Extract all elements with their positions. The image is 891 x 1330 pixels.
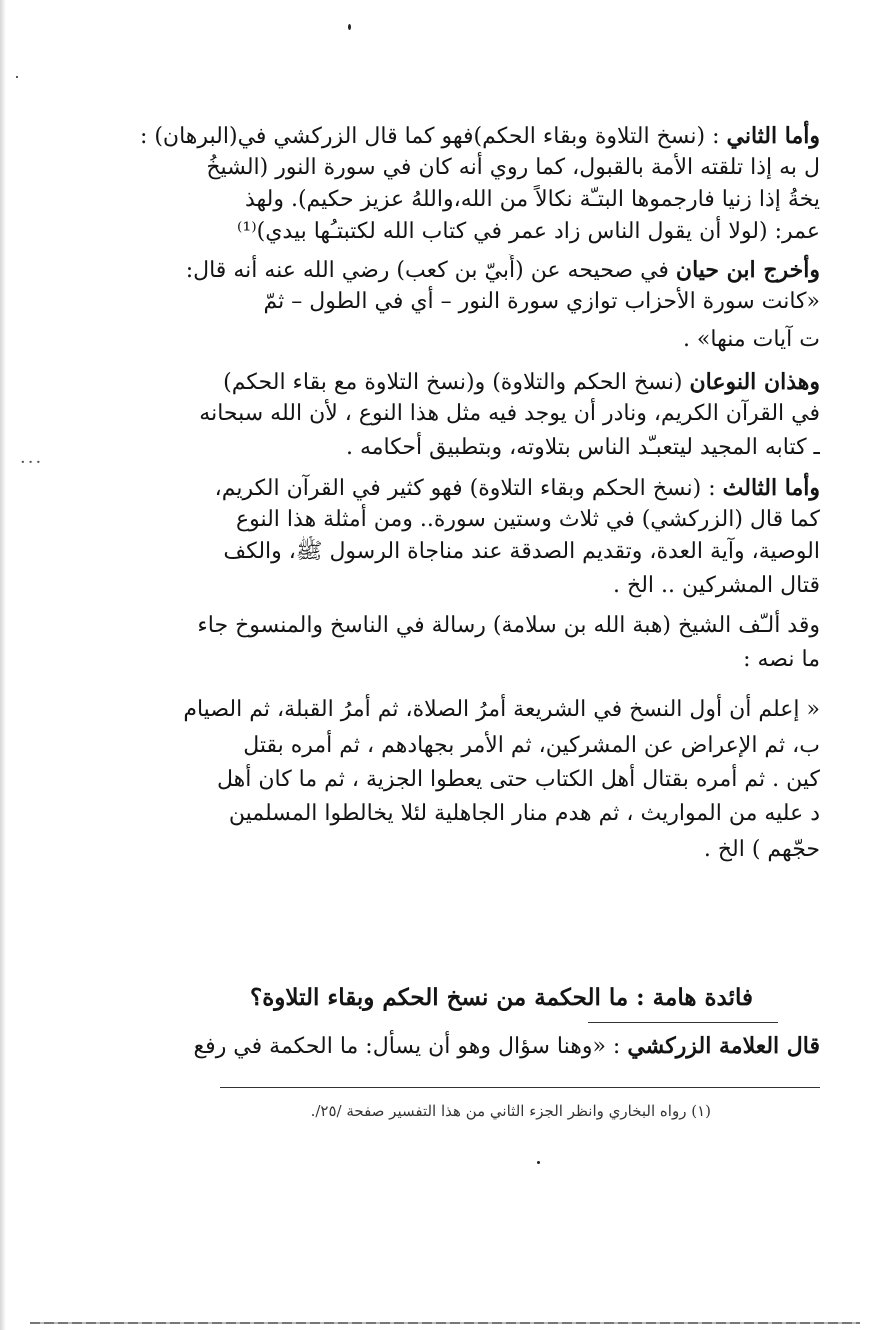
text-line-content: ت آيات منها» . [682,327,820,352]
footnote: (١) رواه البخاري وانظر الجزء الثاني من هذا التفسير صفحة /٢٥/. [310,1102,711,1120]
closing-line-lead: قال العلامة الزركشي [627,1033,820,1059]
text-line [60,324,820,358]
text-line-content: حجّهم ) الخ . [703,837,820,862]
text-line-content: قتال المشركين .. الخ . [613,573,820,598]
text-line-content: د عليه من المواريث ، ثم هدم منار الجاهلية لئلا يخالطوا المسلمين [228,801,820,826]
margin-dots: ··· [20,452,44,473]
text-line-content: : (نسخ الحكم وبقاء التلاوة) فهو كثير في القرآن الكريم، [214,476,716,501]
text-line [60,254,820,288]
section-heading: فائدة هامة : ما الحكمة من نسخ الحكم وبقاء التلاوة؟ [249,984,753,1011]
text-line-content: عمر: (لولا أن يقول الناس زاد عمر في كتاب الله لكتبتـُها بيدي)⁽¹⁾ [236,219,820,244]
text-line-content: في القرآن الكريم، ونادر أن يوجد فيه مثل هذا النوع ، لأن الله سبحانه [199,401,820,426]
text-line [60,432,820,466]
text-line [60,798,820,832]
text-line [60,570,820,604]
scan-speck [348,24,351,30]
text-line [60,286,820,320]
text-line [60,184,820,218]
text-line-content: ما نصه : [743,647,820,672]
text-line-content: ل به إذا تلقته الأمة بالقبول، كما روي أنه كان في سورة النور (الشيخُ [206,155,820,180]
text-line-lead: وهذان النوعان [689,369,820,395]
text-line-content: كما قال (الزركشي) في ثلاث وستين سورة.. ومن أمثلة هذا النوع [235,507,820,532]
text-line [60,504,820,538]
scan-speck [537,1161,540,1164]
scan-speck [16,76,18,78]
text-line [60,764,820,798]
text-line-content: «كانت سورة الأحزاب توازي سورة النور – أي في الطول – ثمّ [263,289,820,314]
text-line-content: كين . ثم أمره بقتال أهل الكتاب حتى يعطوا الجزية ، ثم ما كان أهل [216,767,820,792]
text-line [60,152,820,186]
text-line-content: (نسخ الحكم والتلاوة) و(نسخ التلاوة مع بقاء الحكم) [223,370,683,395]
text-line [60,472,820,506]
text-line [60,120,820,154]
text-line-content: في صحيحه عن (أُبيّ بن كعب) رضي الله عنه أنه قال: [185,258,669,283]
text-line [60,694,820,728]
text-line [60,730,820,764]
text-line-content: : (نسخ التلاوة وبقاء الحكم)فهو كما قال الزركشي في(البرهان) : [139,124,720,149]
text-line-content: وقد ألـّف الشيخ (هبة الله بن سلامة) رسالة في الناسخ والمنسوخ جاء [197,613,820,638]
footnote-separator [220,1087,820,1088]
text-line-lead: وأما الثاني [726,123,820,149]
closing-line-text: : «وهنا سؤال وهو أن يسأل: ما الحكمة في رفع [193,1034,621,1059]
text-line [60,216,820,250]
text-line-content: يخةُ إذا زنيا فارجموها البتـّة نكالاً من الله،واللهُ عزيز حكيم). ولهذ [244,187,820,212]
body-text [60,120,820,970]
text-line-lead: وأما الثالث [722,475,820,501]
scan-edge [0,0,6,1330]
text-line [60,610,820,644]
page-bottom-edge [30,1322,860,1324]
text-line-content: ب، ثم الإعراض عن المشركين، ثم الأمر بجهادهم ، ثم أمره بقتل [243,733,820,758]
text-line-lead: وأخرج ابن حيان [675,257,820,283]
text-line [60,536,820,570]
text-line [60,366,820,400]
text-line [60,398,820,432]
closing-line [60,1030,820,1064]
text-line-content: الوصية، وآية العدة، وتقديم الصدقة عند مناجاة الرسول ﷺ، والكف [223,539,820,564]
text-line [60,644,820,678]
heading-underline [588,1022,778,1023]
text-line [60,834,820,868]
text-line-content: ـ كتابه المجيد ليتعبـّد الناس بتلاوته، وبتطبيق أحكامه . [345,435,820,460]
text-line-content: « إعلم أن أول النسخ في الشريعة أمرُ الصلاة، ثم أمرُ القبلة، ثم الصيام [183,697,820,722]
